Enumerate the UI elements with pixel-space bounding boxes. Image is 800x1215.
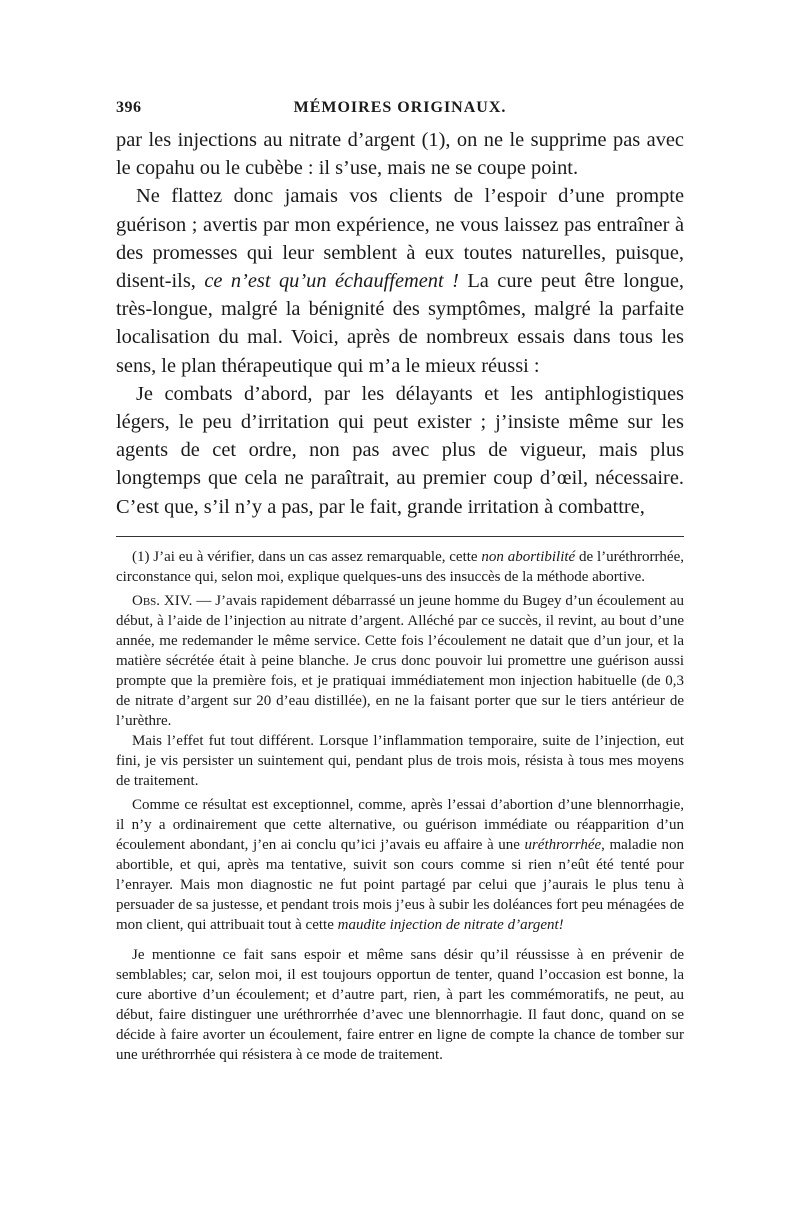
page-number: 396 [116, 99, 142, 116]
footnote-paragraph-4-italic-2: maudite injection de nitrate d’argent! [337, 916, 564, 933]
footnote-paragraph-5: Je mentionne ce fait sans espoir et même sans désir qu’il réussisse à en prévenir de semblables; car, selon moi, il est toujours opportun de tenter, quand l’occasion est bonne, la cure abortive d’un écoulement; et d’autre part, rien, à part les commémoratifs, ne peut, au début, faire distinguer une uréthrorrhée d’avec une blennorrhagie. Il faut donc, quand on se décide à faire avorter un écoulement, faire entrer en ligne de compte la chance de tomber sur une uréthrorrhée qui résistera à ce mode de traitement. [116, 946, 684, 1063]
paragraph-3: Je combats d’abord, par les délayants et les antiphlogistiques légers, le peu d’irritation qui peut exister ; j’insiste même sur les agents de cet ordre, non pas avec plus de vigueur, mais plus longtemps que cela ne paraîtrait, au premier coup d’œil, nécessaire. C’est que, s’il n’y a pas, par le fait, grande irritation à combattre, [116, 382, 684, 518]
footnote-1-italic: non abortibilité [481, 548, 576, 565]
footnote-paragraph-4-text-a: Comme ce résultat est exceptionnel, comme, après l’essai d’abortion d’une blennorrhagie, il n’y a ordinairement que cette alternative, ou guérison immédiate ou réapparition d’un écoulement abondant, j’en ai conclu qu’ici j’avais eu affaire à une [116, 796, 684, 853]
paragraph-2-text-b: La cure peut être longue, très-longue, malgré la bénignité des symptômes, malgré la parfaite localisation du mal. Voici, après de nombreux essais dans tous les sens, le plan thérapeutique qui m’a le mieux réussi : [116, 270, 684, 377]
paragraph-2-italic: ce n’est qu’un échauffement ! [204, 270, 459, 293]
book-page [116, 96, 684, 1065]
observation-xiv [116, 591, 684, 731]
footnote-rule [116, 536, 684, 537]
footnote-1-text-a: (1) J’ai eu à vérifier, dans un cas assez remarquable, cette [132, 548, 482, 565]
paragraph-1: par les injections au nitrate d’argent (1), on ne le supprime pas avec le copahu ou le cubèbe : il s’use, mais ne se coupe point. [116, 129, 684, 180]
footnote-1-text-b: de l’uréthrorrhée, circonstance qui, selon moi, explique quelques-uns des insuccès de la méthode abortive. [116, 548, 684, 585]
running-title: MÉMOIRES ORIGINAUX. [293, 99, 507, 116]
observation-label: Obs. XIV. [132, 592, 193, 609]
running-head [116, 96, 684, 126]
footnote-separator [116, 521, 684, 547]
footnote-paragraph-4 [116, 795, 684, 935]
footnote-paragraph-4-text-b: , maladie non abortible, et qui, après ma tentative, suivit son cours comme si rien n’eût été tenté pour l’enrayer. Mais mon diagnostic ne fut point partagé par celui que j’aurais le plus tenu à persuader de sa justesse, et pendant trois mois j’eus à subir les doléances fort peu ménagées de mon client, qui attribuait tout à cette [116, 836, 684, 933]
footnotes [116, 547, 684, 1065]
observation-text: — J’avais rapidement débarrassé un jeune homme du Bugey d’un écoulement au début, à l’aide de l’injection au nitrate d’argent. Alléché par ce succès, il revint, au bout d’une année, me redemander le même service. Cette fois l’écoulement ne datait que d’un jour, et la matière sécrétée était à peine blanche. Je crus donc pouvoir lui promettre une guérison aussi prompte que la première fois, et je pratiquai immédiatement mon injection habituelle (de 0,3 de nitrate d’argent sur 20 d’eau distillée), en ne la faisant porter que sur le tiers antérieur de l’urèthre. [116, 592, 685, 729]
footnote-paragraph-3: Mais l’effet fut tout différent. Lorsque l’inflammation temporaire, suite de l’injection, eut fini, je vis persister un suintement qui, pendant plus de trois mois, résista à tous mes moyens de traitement. [116, 732, 684, 789]
footnote-paragraph-4-italic-1: uréthrorrhée [524, 836, 602, 853]
paragraph-2-text-a: Ne flattez donc jamais vos clients de l’espoir d’une prompte guérison ; avertis par mon expérience, ne vous laissez pas entraîner à des promesses qui leur semblent à eux toutes naturelles, puisque, disent-ils, [116, 185, 684, 293]
main-text [116, 126, 684, 521]
paragraph-2 [116, 182, 684, 379]
footnote-1 [116, 547, 684, 587]
